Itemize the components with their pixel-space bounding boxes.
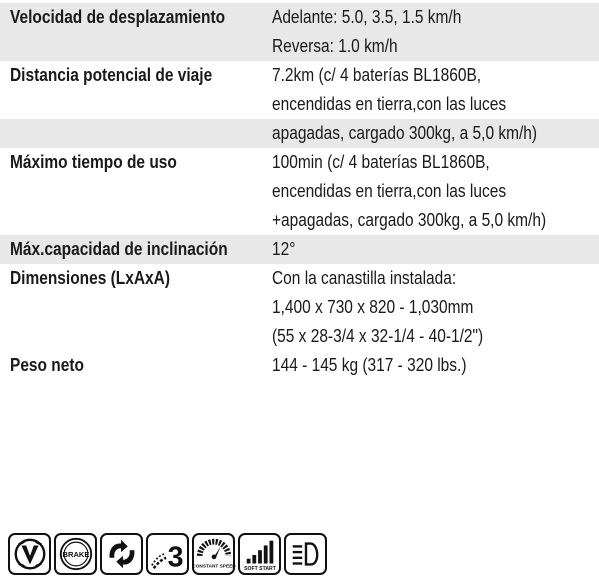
spec-label: Máximo tiempo de uso xyxy=(10,152,177,172)
spec-table xyxy=(0,3,599,380)
spec-label: Dimensiones (LxAxA) xyxy=(10,268,171,288)
three-speed-icon-text: 3 xyxy=(167,541,184,574)
spec-value: 7.2km (c/ 4 baterías BL1860B, xyxy=(272,65,482,85)
spec-label: Máx.capacidad de inclinación xyxy=(10,239,228,259)
spec-value: Con la canastilla instalada: xyxy=(272,268,457,288)
led-light-icon xyxy=(284,533,327,575)
spec-value: encendidas en tierra,con las luces xyxy=(272,181,507,201)
spec-value: Adelante: 5.0, 3.5, 1.5 km/h xyxy=(272,7,462,27)
brake-icon xyxy=(54,533,97,575)
soft-start-icon xyxy=(238,533,281,575)
constant-speed-icon-text: CONSTANT SPEED xyxy=(191,564,236,570)
spec-row-dimensions xyxy=(0,264,599,293)
brake-icon-text: BRAKE xyxy=(61,549,90,559)
spec-row-travel-distance xyxy=(0,61,599,90)
rotation-arrows-icon xyxy=(100,533,143,575)
feature-icons xyxy=(8,533,327,577)
spec-row-travel-speed xyxy=(0,3,599,32)
three-speed-icon xyxy=(146,533,189,575)
spec-label: Velocidad de desplazamiento xyxy=(10,7,226,27)
spec-value: 12° xyxy=(272,239,296,259)
spec-value: encendidas en tierra,con las luces xyxy=(272,94,507,114)
dust-water-protection-icon xyxy=(8,533,51,575)
spec-row-max-use-time xyxy=(0,148,599,177)
spec-value: 1,400 x 730 x 820 - 1,030mm xyxy=(272,297,474,317)
spec-row-max-incline xyxy=(0,235,599,264)
soft-start-icon-text: SOFT START xyxy=(243,566,276,573)
spec-value: (55 x 28-3/4 x 32-1/4 - 40-1/2") xyxy=(272,326,484,346)
spec-label: Peso neto xyxy=(10,355,84,375)
spec-label: Distancia potencial de viaje xyxy=(10,65,213,85)
spec-value: 144 - 145 kg (317 - 320 lbs.) xyxy=(272,355,467,375)
spec-value: apagadas, cargado 300kg, a 5,0 km/h) xyxy=(272,123,538,143)
spec-value: +apagadas, cargado 300kg, a 5,0 km/h) xyxy=(272,210,547,230)
spec-row-net-weight xyxy=(0,351,599,380)
constant-speed-icon xyxy=(192,533,235,575)
spec-value: 100min (c/ 4 baterías BL1860B, xyxy=(272,152,490,172)
spec-value: Reversa: 1.0 km/h xyxy=(272,36,398,56)
